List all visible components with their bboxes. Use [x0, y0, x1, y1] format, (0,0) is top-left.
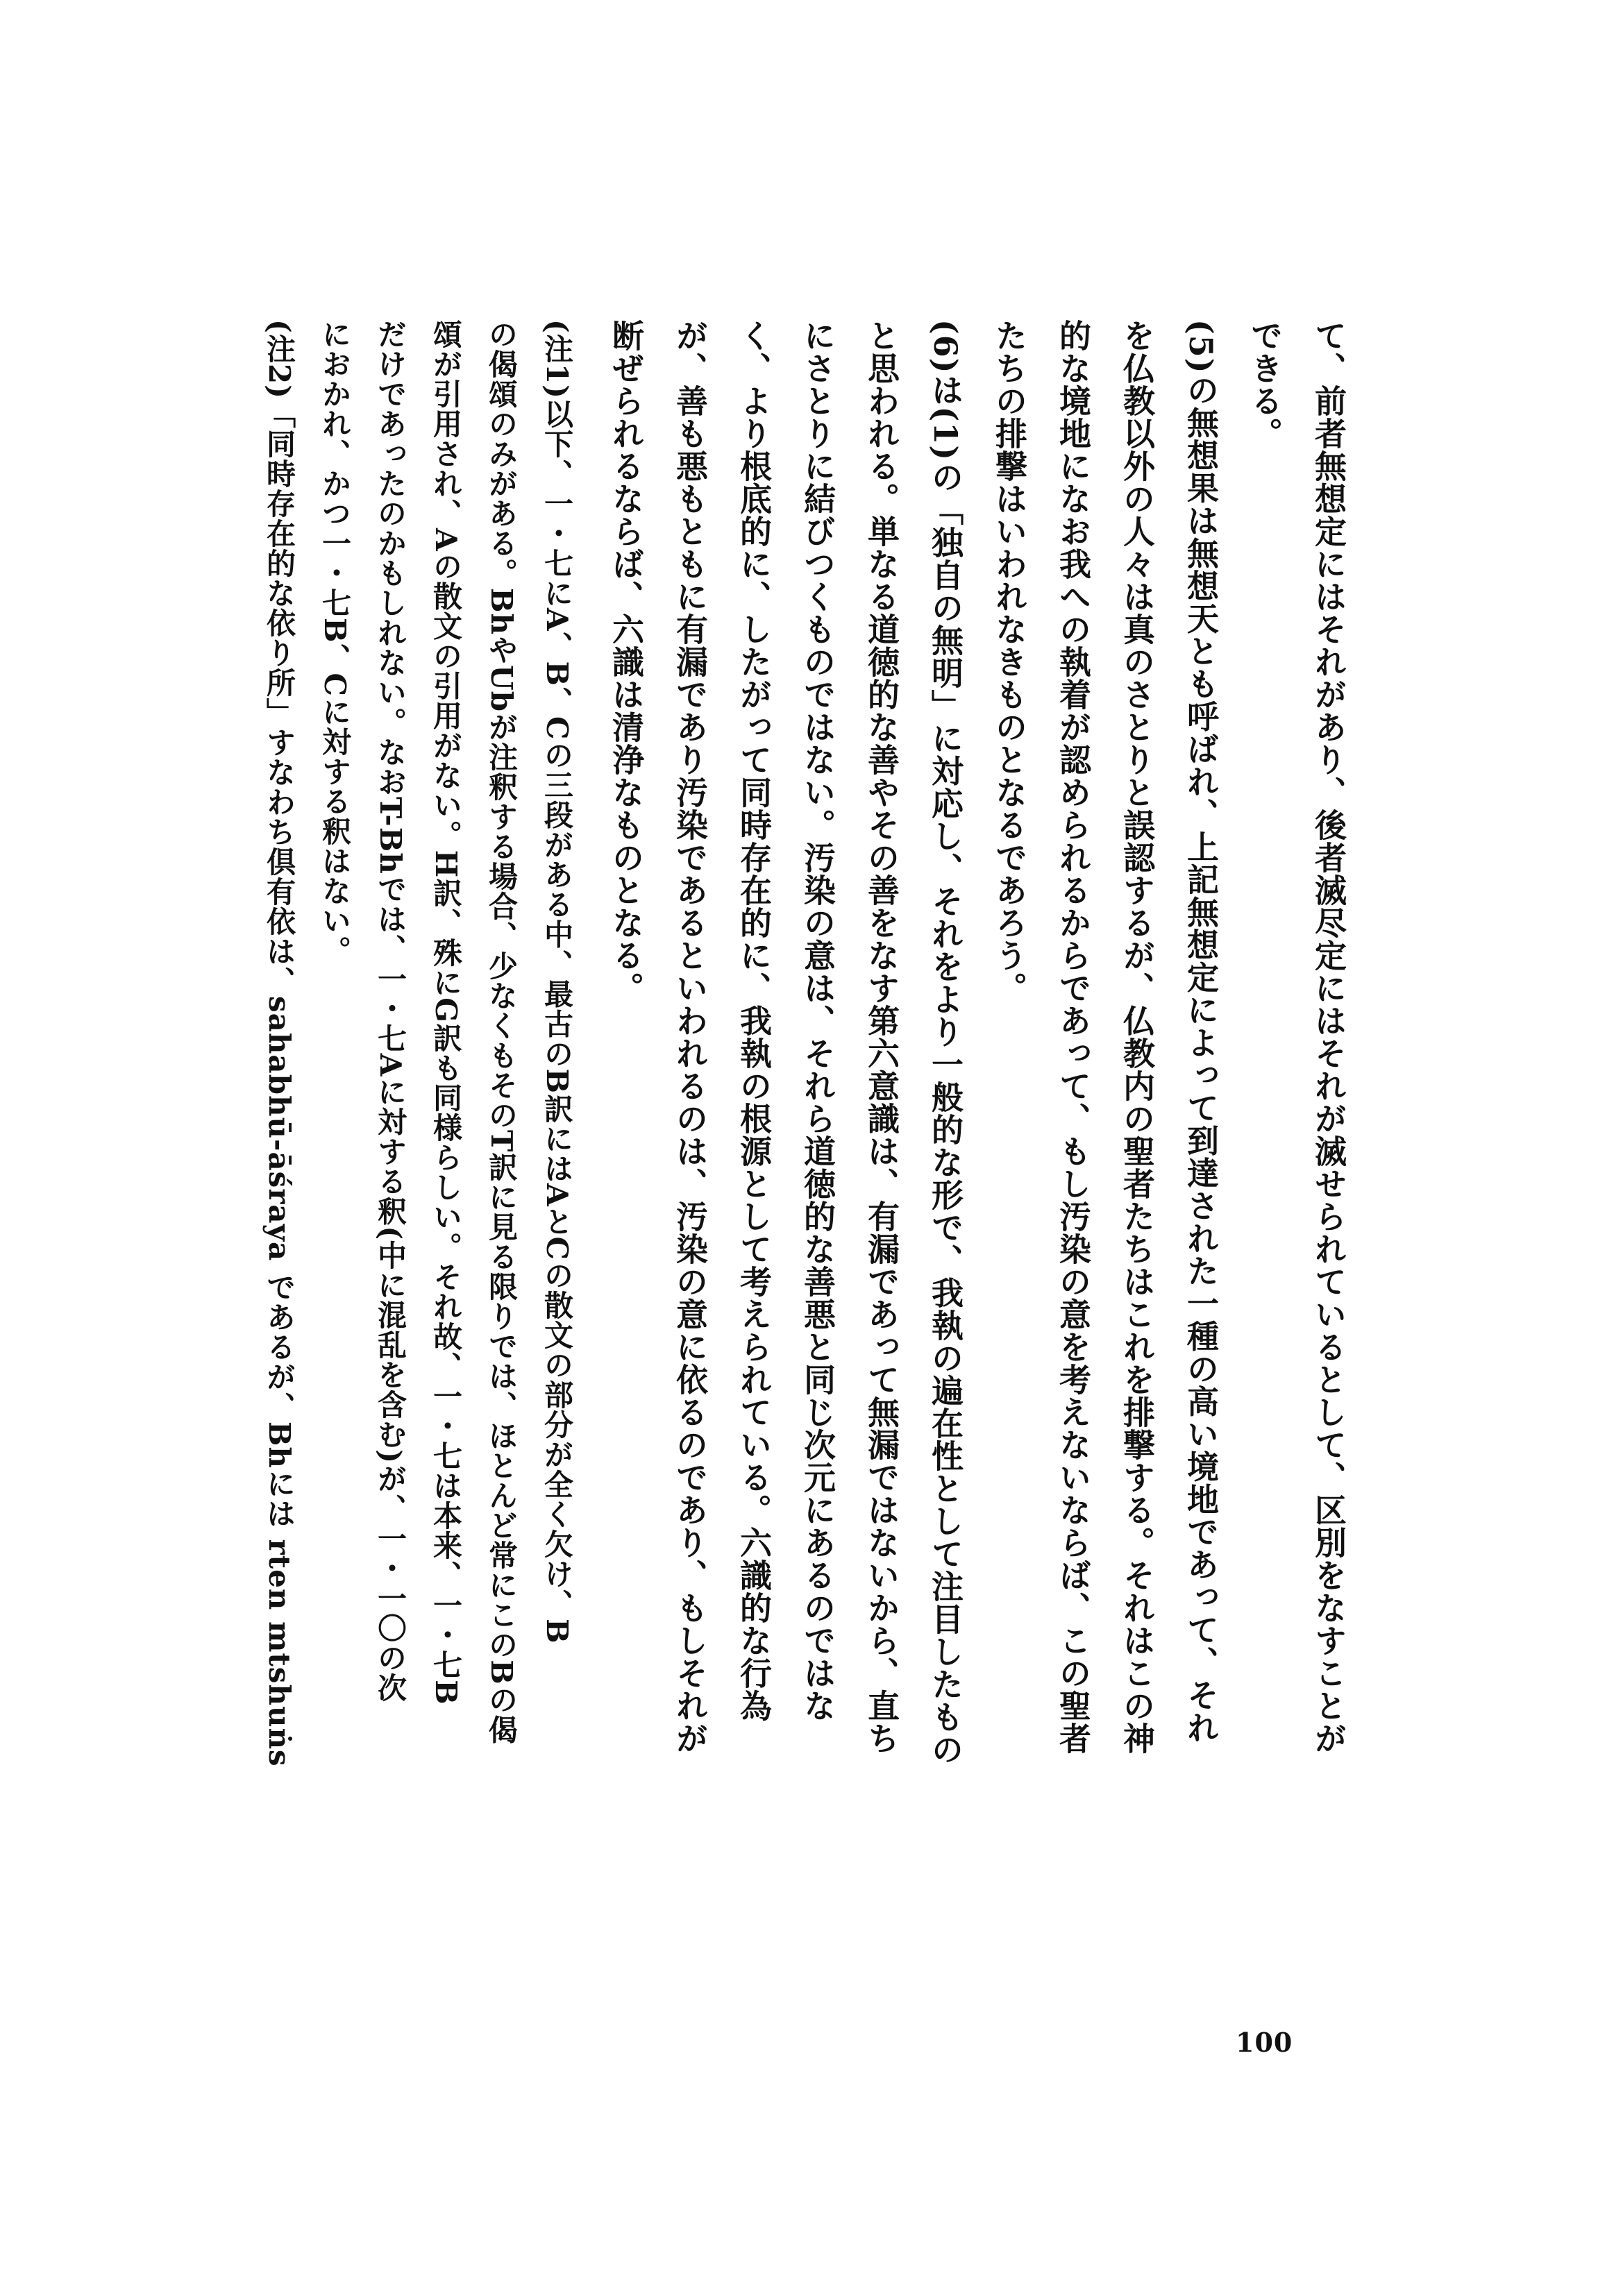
body-line: 断ぜられるならば、六識は清浄なものとなる。	[607, 319, 645, 1004]
body-line: (6)は(1)の「独自の無明」に対応し、それをより一般的な形で、我執の遍在性として注目したもの	[927, 319, 964, 1766]
footnote-line: だけであったのかもしれない。なおT-Bhでは、一・七Aに対する釈(中に混乱を含む)が、一・一〇の次	[373, 319, 407, 1703]
body-line: と思われる。単なる道徳的な善やその善をなす第六意識は、有漏であって無漏ではないから、直ち	[863, 319, 900, 1755]
body-line: たちの排撃はいわれなきものとなるであろう。	[991, 319, 1028, 1004]
footnote-line: におかれ、かつ一・七B、Cに対する釈はない。	[318, 319, 352, 965]
footnote-line: の偈頌のみがある。BhやUbが注釈する場合、少なくもそのT訳に見る限りでは、ほとんど常にこのBの偈	[485, 319, 519, 1745]
footnote-line: (注2)「同時存在的な依り所」すなわち倶有依は、sahabhū-āśraya であるが、Bhには rten mtshuṅs	[262, 319, 296, 1767]
body-line: 的な境地になお我への執着が認められるからであって、もし汚染の意を考えないならば、この聖者	[1054, 319, 1092, 1755]
footnote-line: (注1)以下、一・七にA、B、Cの三段がある中、最古のB訳にはAとCの散文の部分が全く欠け、B	[540, 319, 574, 1644]
page-text-block	[262, 319, 1361, 2068]
body-line: にさとりに結びつくものではない。汚染の意は、それら道徳的な善悪と同じ次元にあるのではな	[799, 319, 836, 1722]
body-line: く、より根底的に、したがって同時存在的に、我執の根源として考えられている。六識的な行為	[735, 319, 773, 1722]
body-line: (5)の無想果は無想天とも呼ばれ、上記無想定によって到達された一種の高い境地であって、それ	[1182, 319, 1220, 1744]
page-number: 100	[1236, 2027, 1293, 2058]
body-line: て、前者無想定にはそれがあり、後者滅尽定にはそれが滅せられているとして、区別をなすことが	[1310, 319, 1347, 1755]
footnote-line: 頌が引用され、Aの散文の引用がない。H訳、殊にG訳も同様らしい。それ故、一・七は本来、一・七B	[429, 319, 463, 1705]
body-line: できる。	[1246, 319, 1284, 450]
body-line: を仏教以外の人々は真のさとりと誤認するが、仏教内の聖者たちはこれを排撃する。それはこの神	[1118, 319, 1156, 1755]
notes-separator	[585, 319, 594, 2068]
body-line: が、善も悪もともに有漏であり汚染であるといわれるのは、汚染の意に依るのであり、もしそれが	[671, 319, 709, 1755]
